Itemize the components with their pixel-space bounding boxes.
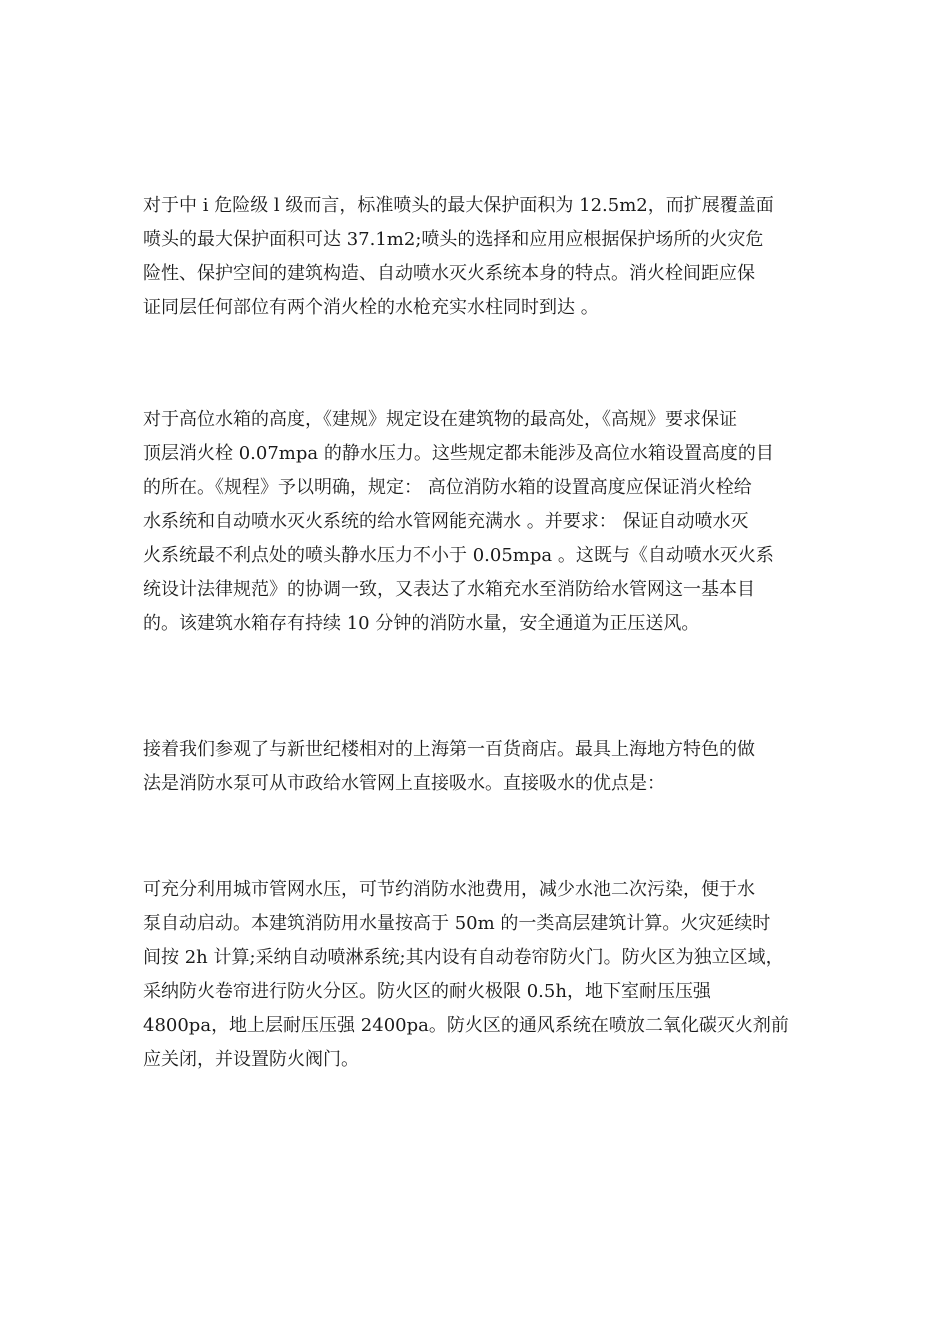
- text-line: 统设计法律规范》的协调一致，又表达了水箱充水至消防给水管网这一基本目: [143, 579, 755, 600]
- text-line: 对于高位水箱的高度，《建规》规定设在建筑物的最高处，《高规》要求保证: [143, 409, 737, 430]
- text-line: 采纳防火卷帘进行防火分区。防火区的耐火极限 0.5h，地下室耐压压强: [143, 981, 711, 1002]
- text-line: 接着我们参观了与新世纪楼相对的上海第一百货商店。最具上海地方特色的做: [143, 739, 755, 760]
- text-line: 的。该建筑水箱存有持续 10 分钟的消防水量，安全通道为正压送风。: [143, 613, 700, 634]
- paragraph-sprinkler-coverage: [143, 189, 808, 325]
- paragraph-direct-suction-advantages: [143, 873, 808, 1077]
- text-line: 险性、保护空间的建筑构造、自动喷水灭火系统本身的特点。消火栓间距应保: [143, 263, 755, 284]
- text-line: 喷头的最大保护面积可达 37.1m2;喷头的选择和应用应根据保护场所的火灾危: [143, 229, 764, 250]
- text-line: 可充分利用城市管网水压，可节约消防水池费用，减少水池二次污染，便于水: [143, 879, 755, 900]
- text-line: 水系统和自动喷水灭火系统的给水管网能充满水 。并要求： 保证自动喷水灭: [143, 511, 749, 532]
- text-line: 泵自动启动。本建筑消防用水量按高于 50m 的一类高层建筑计算。火灾延续时: [143, 913, 771, 934]
- text-line: 的所在。《规程》予以明确，规定： 高位消防水箱的设置高度应保证消火栓给: [143, 477, 752, 498]
- paragraph-shanghai-store-visit: [143, 733, 808, 801]
- text-line: 证同层任何部位有两个消火栓的水枪充实水柱同时到达 。: [143, 297, 599, 318]
- text-line: 间按 2h 计算;采纳自动喷淋系统;其内设有自动卷帘防火门。防火区为独立区域，: [143, 947, 784, 968]
- text-line: 顶层消火栓 0.07mpa 的静水压力。这些规定都未能涉及高位水箱设置高度的目: [143, 443, 774, 464]
- text-line: 法是消防水泵可从市政给水管网上直接吸水。直接吸水的优点是：: [143, 773, 665, 794]
- text-line: 4800pa，地上层耐压压强 2400pa。防火区的通风系统在喷放二氧化碳灭火剂前: [143, 1015, 789, 1036]
- text-line: 火系统最不利点处的喷头静水压力不小于 0.05mpa 。这既与《自动喷水灭火系: [143, 545, 774, 566]
- text-line: 对于中 i 危险级 l 级而言，标准喷头的最大保护面积为 12.5m2，而扩展覆盖面: [143, 195, 774, 216]
- text-line: 应关闭，并设置防火阀门。: [143, 1049, 359, 1070]
- paragraph-water-tank-height: [143, 403, 808, 641]
